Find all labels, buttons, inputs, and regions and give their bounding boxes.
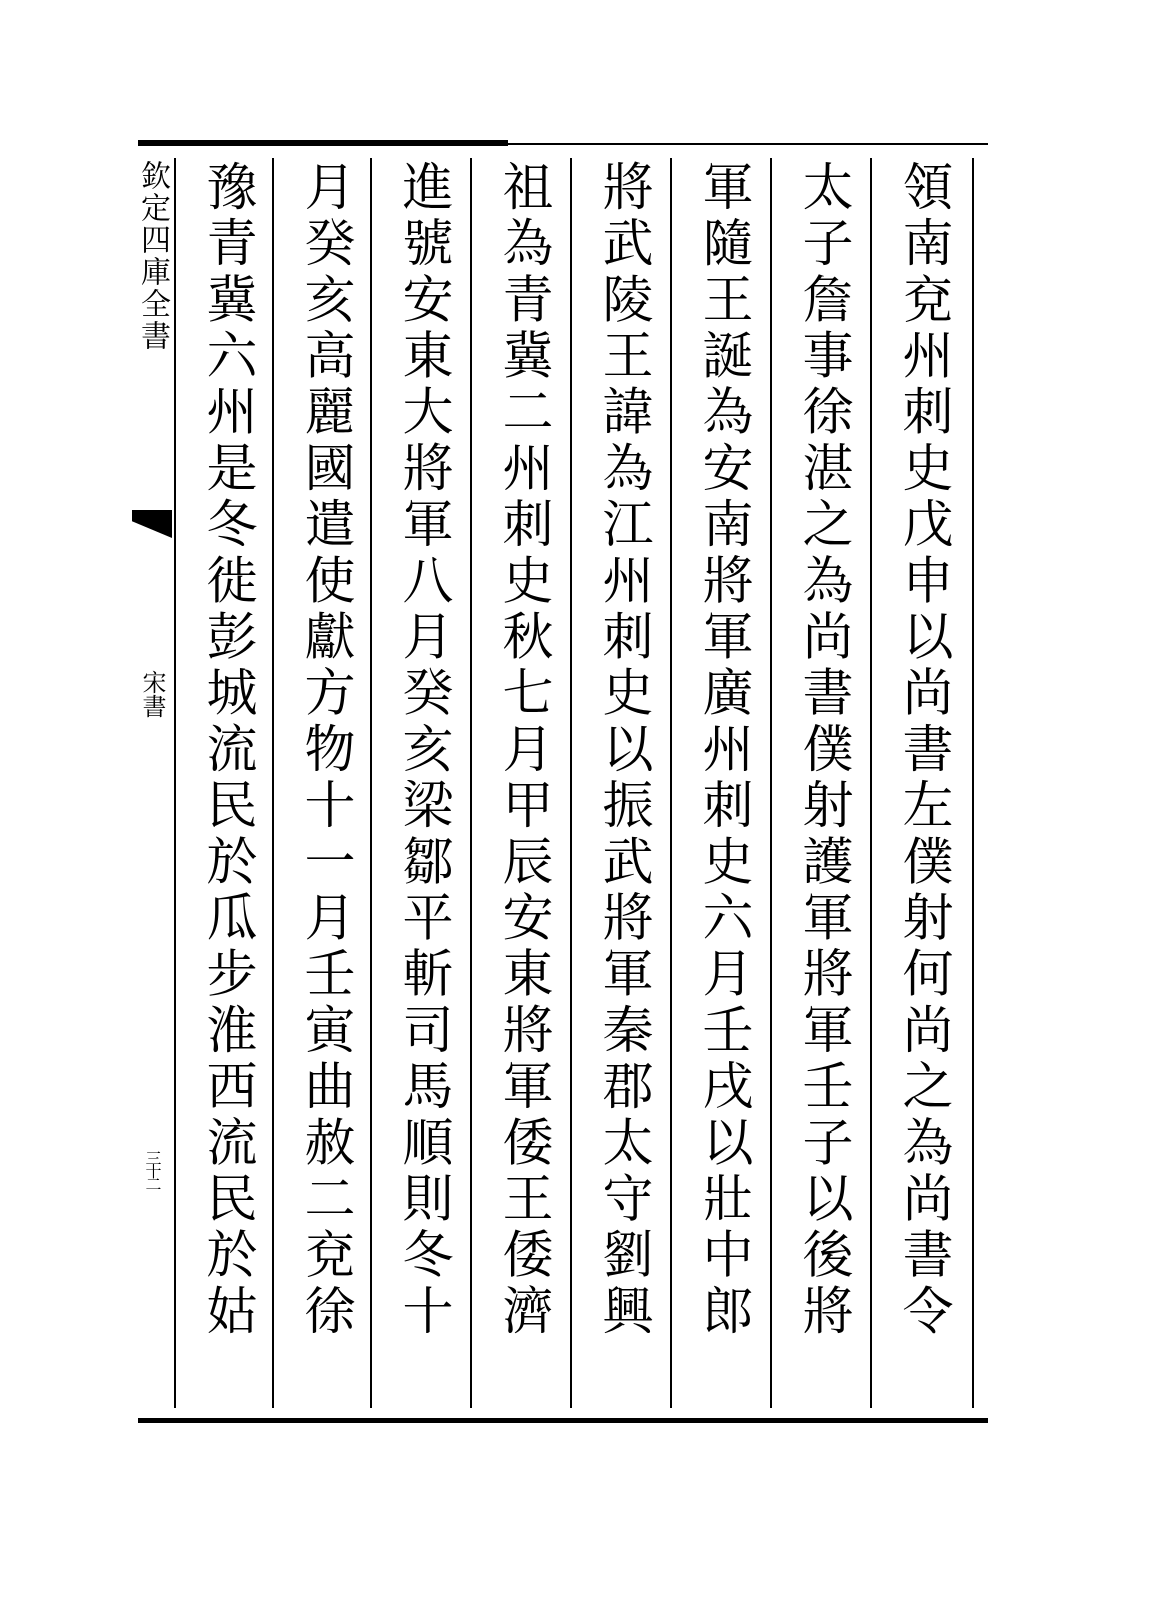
column-divider bbox=[670, 158, 672, 1408]
column-divider bbox=[770, 158, 772, 1408]
column-divider bbox=[972, 158, 974, 1408]
top-border-thin bbox=[508, 143, 988, 145]
column-divider bbox=[470, 158, 472, 1408]
fishtail-mark bbox=[132, 510, 172, 538]
text-column-6: 進號安東大將軍八月癸亥梁鄒平斬司馬順則冬十 bbox=[393, 160, 452, 1341]
column-divider bbox=[870, 158, 872, 1408]
text-column-8: 豫青冀六州是冬徙彭城流民於瓜步淮西流民於姑 bbox=[197, 160, 256, 1341]
page-margin bbox=[130, 150, 174, 1410]
column-divider bbox=[174, 158, 176, 1408]
text-column-5: 祖為青冀二州刺史秋七月甲辰安東將軍倭王倭濟 bbox=[493, 160, 552, 1341]
text-column-3: 軍隨王誕為安南將軍廣州刺史六月壬戌以壯中郎 bbox=[693, 160, 752, 1341]
bottom-border bbox=[138, 1418, 988, 1423]
text-column-4: 將武陵王諱為江州刺史以振武將軍秦郡太守劉興 bbox=[593, 160, 652, 1341]
text-column-2: 太子詹事徐湛之為尚書僕射護軍將軍壬子以後將 bbox=[793, 160, 852, 1341]
page-number: 三十二 bbox=[143, 1150, 162, 1189]
collection-title: 欽定四庫全書 bbox=[135, 160, 170, 352]
text-column-1: 領南兗州刺史戊申以尚書左僕射何尚之為尚書令 bbox=[893, 160, 952, 1341]
text-column-7: 月癸亥高麗國遣使獻方物十一月壬寅曲赦二兗徐 bbox=[295, 160, 354, 1341]
column-divider bbox=[570, 158, 572, 1408]
top-border bbox=[138, 140, 508, 146]
book-title: 宋書 bbox=[138, 670, 166, 718]
